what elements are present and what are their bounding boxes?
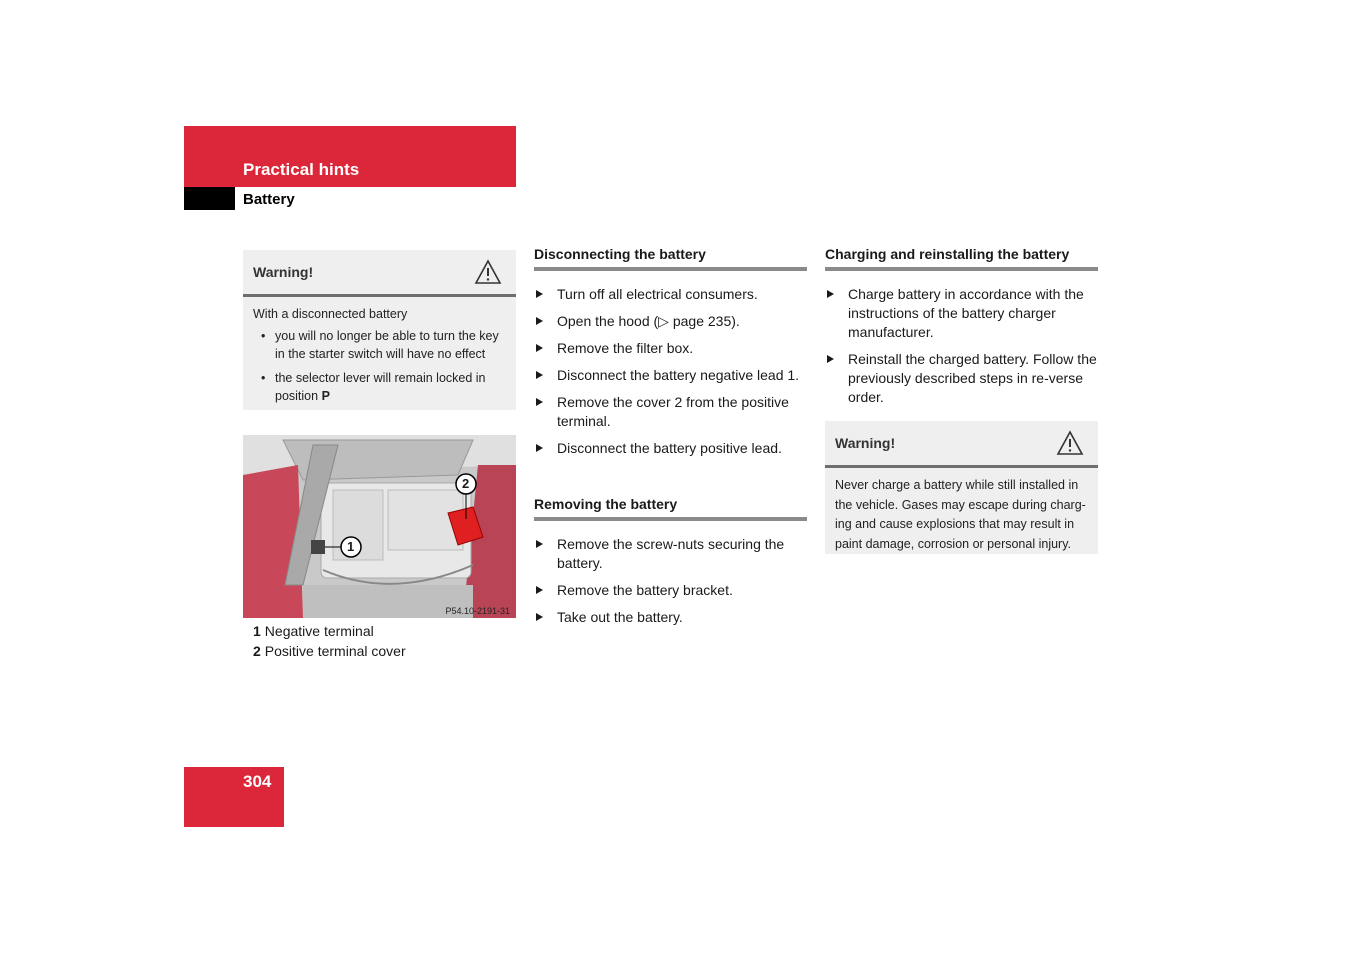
warning-box-disconnected [243,250,516,410]
section-heading: Charging and reinstalling the battery [825,246,1098,271]
warning-label: Warning! [835,435,896,451]
removing-section [534,496,807,635]
section-tab-marker [184,187,235,210]
callout-1: 1 [347,539,355,554]
warning-triangle-icon [1056,430,1084,456]
step-item: Disconnect the battery positive lead. [534,439,807,458]
warning-item: • you will no longer be able to turn the key in the starter switch will have no effect [253,327,506,363]
step-item: Take out the battery. [534,608,807,627]
warning-intro: With a disconnected battery [253,307,408,321]
step-item: Reinstall the charged battery. Follow the previously described steps in re-verse order. [825,350,1098,407]
step-list [534,535,807,627]
section-heading: Removing the battery [534,496,807,521]
battery-illustration [243,435,516,618]
step-list [534,285,807,458]
step-item: Open the hood (▷ page 235). [534,312,807,331]
step-item: Disconnect the battery negative lead 1. [534,366,807,385]
step-item: Remove the cover 2 from the positive terminal. [534,393,807,431]
warning-item-text: the selector lever will remain locked in position [275,371,486,403]
figure-code: P54.10-2191-31 [445,606,510,616]
warning-item-bold: P [321,389,330,403]
warning-box-charging [825,421,1098,554]
legend-text: Negative terminal [264,623,374,639]
warning-text: Never charge a battery while still installed in the vehicle. Gases may escape during charg-ing and cause explosions that may result in paint damage, corrosion or personal injury. [835,478,1086,551]
battery-photo [243,435,516,618]
section-heading: Disconnecting the battery [534,246,807,271]
warning-header [243,250,516,297]
step-item: Turn off all electrical consumers. [534,285,807,304]
subsection-title: Battery [243,191,295,208]
section-title: Practical hints [243,160,360,179]
page-number: 304 [243,772,272,791]
warning-item [253,369,506,405]
warning-header [825,421,1098,468]
callout-2: 2 [462,476,470,491]
legend-number: 1 [253,623,261,639]
step-item: Charge battery in accordance with the instructions of the battery charger manufacturer. [825,285,1098,342]
warning-body [825,468,1098,562]
step-item: Remove the filter box. [534,339,807,358]
warning-label: Warning! [253,264,314,280]
legend-text: Positive terminal cover [264,643,406,659]
legend-item [253,643,406,659]
step-item: Remove the battery bracket. [534,581,807,600]
legend-number: 2 [253,643,261,659]
charging-section [825,246,1098,415]
legend-item [253,623,374,639]
disconnecting-section [534,246,807,466]
warning-list [253,327,506,405]
step-item: Remove the screw-nuts securing the battery. [534,535,807,573]
step-list [825,285,1098,407]
warning-triangle-icon [474,259,502,285]
warning-body [243,297,516,419]
